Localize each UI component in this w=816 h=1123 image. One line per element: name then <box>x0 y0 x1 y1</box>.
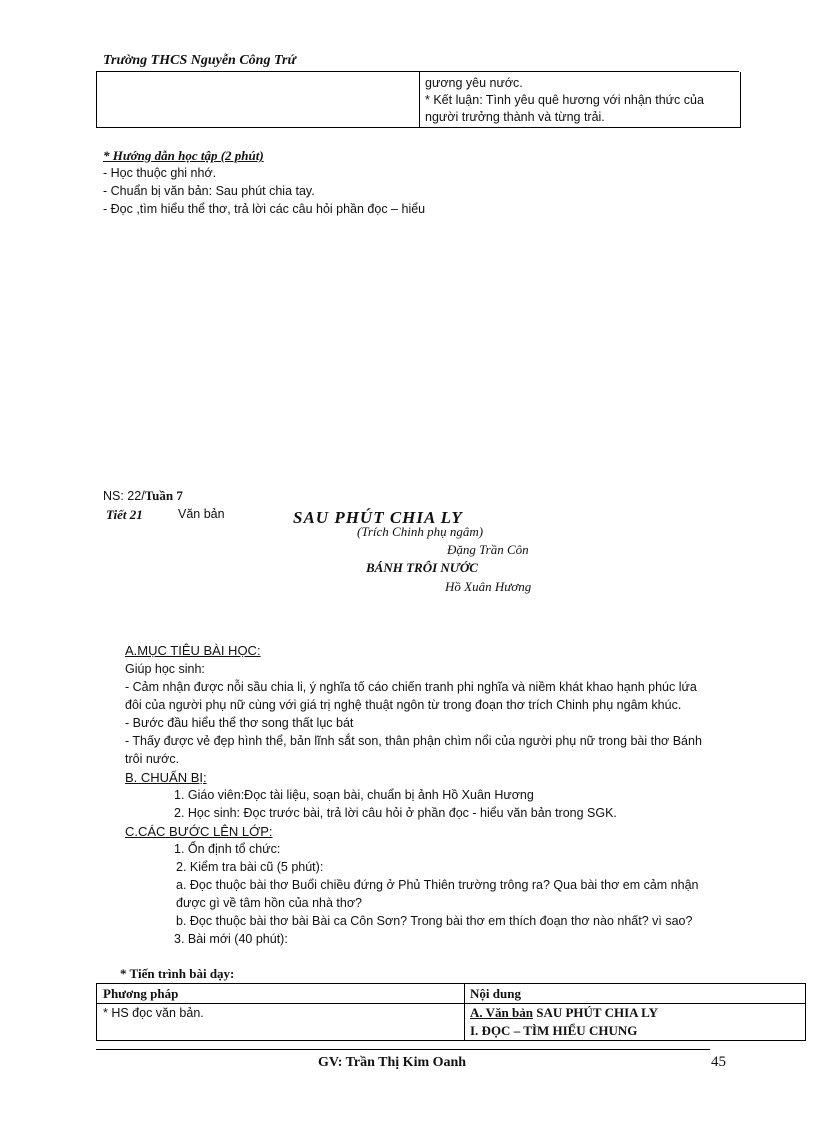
section-a-line: trôi nước. <box>125 752 180 766</box>
study-guide-item: - Học thuộc ghi nhớ. <box>103 166 217 180</box>
section-b-line: 1. Giáo viên:Đọc tài liệu, soạn bài, chuẩn bị ảnh Hồ Xuân Hương <box>174 788 534 802</box>
section-b-line: 2. Học sinh: Đọc trước bài, trả lời câu hỏi ở phần đọc - hiểu văn bản trong SGK. <box>174 806 617 820</box>
col-header-method: Phương pháp <box>103 986 179 1001</box>
table-line: gương yêu nước. <box>425 76 523 90</box>
lesson-title-2: BÁNH TRÔI NƯỚC <box>366 560 478 575</box>
table-line: người trưởng thành và từng trải. <box>425 110 605 124</box>
page-number: 45 <box>711 1054 726 1070</box>
lesson-author-2: Hồ Xuân Hương <box>445 579 532 594</box>
section-b-heading: B. CHUẨN BỊ: <box>125 770 207 785</box>
table-divider <box>419 72 420 127</box>
section-a-line: Giúp học sinh: <box>125 662 205 676</box>
table-line: * Kết luận: Tình yêu quê hương với nhận thức của <box>425 93 704 107</box>
section-c-line: a. Đọc thuộc bài thơ Buổi chiều đứng ở Phủ Thiên trường trông ra? Qua bài thơ em cảm nhận <box>176 878 699 892</box>
footer-teacher: GV: Trần Thị Kim Oanh <box>318 1055 467 1070</box>
process-table <box>96 983 806 1041</box>
study-guide-title: * Hướng dẫn học tập (2 phút) <box>103 148 264 163</box>
table-cell-content-title <box>470 1005 658 1021</box>
lesson-source: (Trích Chinh phụ ngâm) <box>357 524 484 539</box>
section-c-heading: C.CÁC BƯỚC LÊN LỚP: <box>125 824 273 839</box>
top-table <box>96 72 741 128</box>
section-a-heading: A.MỤC TIÊU BÀI HỌC: <box>125 643 261 658</box>
lesson-author-1: Đặng Trần Côn <box>447 542 529 557</box>
section-a-line: đôi của người phụ nữ cùng với giá trị nghệ thuật ngôn từ trong đoạn thơ trích Chinh phụ ngâm khúc. <box>125 698 682 712</box>
section-c-line: b. Đọc thuộc bài thơ bài Bài ca Côn Sơn? Trong bài thơ em thích đoạn thơ nào nhất? vì sao? <box>176 914 693 928</box>
section-c-line: 2. Kiểm tra bài cũ (5 phút): <box>176 860 324 874</box>
ns-label: NS: 22/ <box>103 489 145 503</box>
footer-rule <box>96 1049 710 1050</box>
col-header-content: Nội dung <box>470 986 521 1001</box>
table-cell-content-sub: I. ĐỌC – TÌM HIỂU CHUNG <box>470 1023 638 1038</box>
table-row-divider <box>97 1003 805 1004</box>
content-title: SAU PHÚT CHIA LY <box>532 1005 658 1020</box>
study-guide-item: - Đọc ,tìm hiểu thể thơ, trả lời các câu hỏi phần đọc – hiểu <box>103 202 426 216</box>
lesson-title-1: SAU PHÚT CHIA LY <box>293 508 463 527</box>
section-c-line: được gì về tâm hồn của nhà thơ? <box>176 896 362 910</box>
table-cell-method: * HS đọc văn bản. <box>103 1006 204 1020</box>
table-col-divider <box>464 984 465 1040</box>
section-a-line: - Thấy được vẻ đẹp hình thể, bản lĩnh sắt son, thân phận chìm nổi của người phụ nữ trong bài thơ Bánh <box>125 734 702 748</box>
section-a-line: - Cảm nhận được nỗi sầu chia li, ý nghĩa tố cáo chiến tranh phi nghĩa và niềm khát khao hạnh phúc lứa <box>125 680 697 694</box>
school-header: Trường THCS Nguyễn Công Trứ <box>103 53 296 68</box>
content-label: A. Văn bản <box>470 1005 533 1020</box>
section-c-line: 3. Bài mới (40 phút): <box>174 932 288 946</box>
table-right-cell <box>425 75 704 126</box>
week-label: Tuần 7 <box>144 488 183 503</box>
text-type-label: Văn bản <box>178 507 225 521</box>
section-c-line: 1. Ổn định tổ chức: <box>174 842 281 856</box>
period-label: Tiết 21 <box>106 507 143 522</box>
lesson-ns <box>103 488 183 504</box>
process-title: * Tiến trình bài dạy: <box>120 966 235 981</box>
section-a-line: - Bước đầu hiểu thể thơ song thất lục bát <box>125 716 354 730</box>
study-guide-item: - Chuẩn bị văn bản: Sau phút chia tay. <box>103 184 315 198</box>
